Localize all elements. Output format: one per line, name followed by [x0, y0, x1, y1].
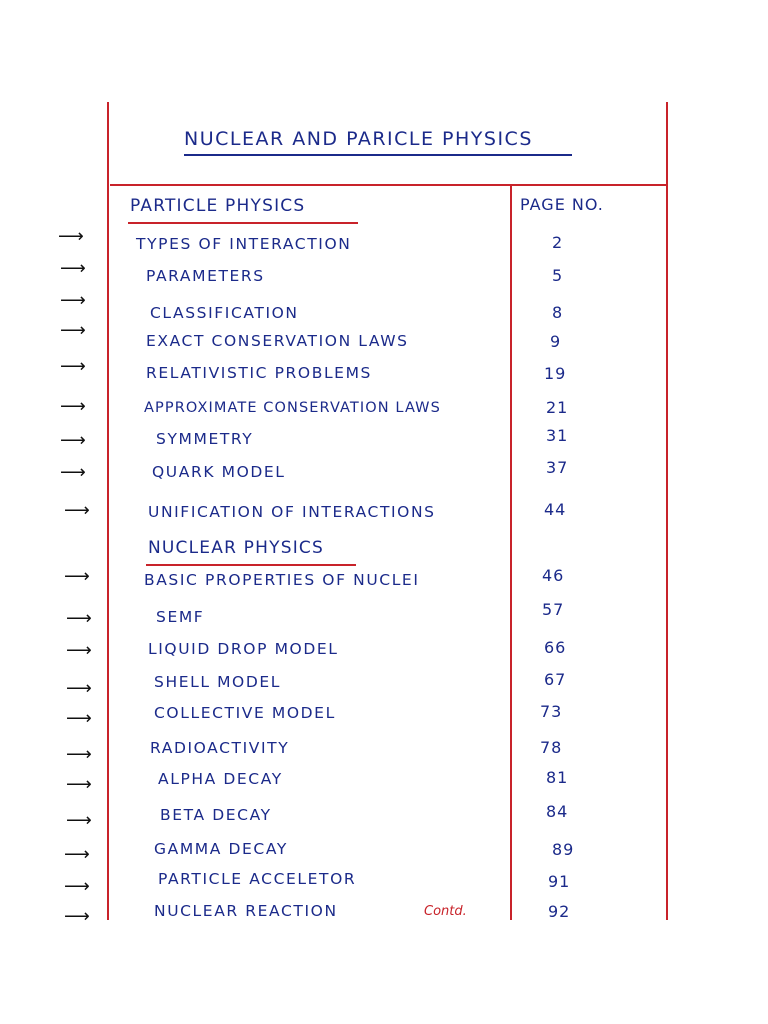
toc-entry: NUCLEAR REACTION: [154, 902, 338, 920]
arrow-icon: ⟶: [60, 320, 86, 341]
toc-page-number: 91: [548, 872, 571, 891]
arrow-icon: ⟶: [66, 774, 92, 795]
section-heading-nuclear-physics: NUCLEAR PHYSICS: [148, 538, 324, 558]
toc-page-number: 9: [550, 332, 562, 351]
toc-page-number: 44: [544, 500, 567, 519]
toc-entry: TYPES OF INTERACTION: [136, 235, 352, 253]
arrow-icon: ⟶: [60, 356, 86, 377]
toc-entry: BETA DECAY: [160, 806, 272, 824]
arrow-icon: ⟶: [58, 226, 84, 247]
toc-page-number: 21: [546, 398, 569, 417]
continued-note: Contd.: [424, 904, 467, 919]
toc-entry: SEMF: [156, 608, 205, 626]
toc-page-number: 2: [552, 233, 564, 252]
toc-page-number: 84: [546, 802, 569, 821]
arrow-icon: ⟶: [66, 608, 92, 629]
toc-page-number: 67: [544, 670, 567, 689]
header-rule: [110, 184, 666, 186]
toc-page-number: 37: [546, 458, 569, 477]
arrow-icon: ⟶: [60, 258, 86, 279]
arrow-icon: ⟶: [60, 396, 86, 417]
toc-page-number: 73: [540, 702, 563, 721]
arrow-icon: ⟶: [60, 290, 86, 311]
toc-entry: LIQUID DROP MODEL: [148, 640, 339, 658]
arrow-icon: ⟶: [66, 810, 92, 831]
toc-entry: RADIOACTIVITY: [150, 739, 290, 757]
toc-entry: RELATIVISTIC PROBLEMS: [146, 364, 372, 382]
section-underline: [128, 222, 358, 224]
toc-entry: QUARK MODEL: [152, 463, 286, 481]
right-margin-rule: [666, 102, 668, 920]
left-margin-rule: [107, 102, 109, 920]
arrow-icon: ⟶: [66, 708, 92, 729]
arrow-icon: ⟶: [60, 430, 86, 451]
arrow-icon: ⟶: [66, 744, 92, 765]
toc-page-number: 66: [544, 638, 567, 657]
arrow-icon: ⟶: [64, 844, 90, 865]
arrow-icon: ⟶: [66, 678, 92, 699]
section-heading-particle-physics: PARTICLE PHYSICS: [130, 196, 306, 216]
toc-entry: BASIC PROPERTIES OF NUCLEI: [144, 571, 420, 589]
title-underline: [184, 154, 572, 156]
arrow-icon: ⟶: [66, 640, 92, 661]
toc-entry: PARTICLE ACCELETOR: [158, 870, 357, 888]
section-underline: [146, 564, 356, 566]
arrow-icon: ⟶: [64, 566, 90, 587]
toc-entry: CLASSIFICATION: [150, 304, 299, 322]
page-number-header: PAGE NO.: [520, 195, 604, 214]
toc-entry: ALPHA DECAY: [158, 770, 283, 788]
page-title: NUCLEAR AND PARICLE PHYSICS: [184, 128, 533, 150]
arrow-icon: ⟶: [64, 500, 90, 521]
toc-entry: EXACT CONSERVATION LAWS: [146, 332, 409, 350]
toc-page-number: 31: [546, 426, 569, 445]
toc-entry: UNIFICATION OF INTERACTIONS: [148, 503, 436, 521]
toc-page-number: 5: [552, 266, 564, 285]
toc-entry: SYMMETRY: [156, 430, 254, 448]
toc-entry: APPROXIMATE CONSERVATION LAWS: [144, 400, 441, 416]
arrow-icon: ⟶: [60, 462, 86, 483]
page-column-rule: [510, 186, 512, 920]
toc-page-number: 8: [552, 303, 564, 322]
toc-entry: GAMMA DECAY: [154, 840, 288, 858]
toc-entry: COLLECTIVE MODEL: [154, 704, 336, 722]
toc-page-number: 57: [542, 600, 565, 619]
toc-entry: PARAMETERS: [146, 267, 265, 285]
toc-page-number: 46: [542, 566, 565, 585]
toc-page-number: 78: [540, 738, 563, 757]
toc-page-number: 81: [546, 768, 569, 787]
toc-page-number: 19: [544, 364, 567, 383]
toc-entry: SHELL MODEL: [154, 673, 282, 691]
toc-page-number: 89: [552, 840, 575, 859]
arrow-icon: ⟶: [64, 876, 90, 897]
toc-page-number: 92: [548, 902, 571, 921]
arrow-icon: ⟶: [64, 906, 90, 927]
